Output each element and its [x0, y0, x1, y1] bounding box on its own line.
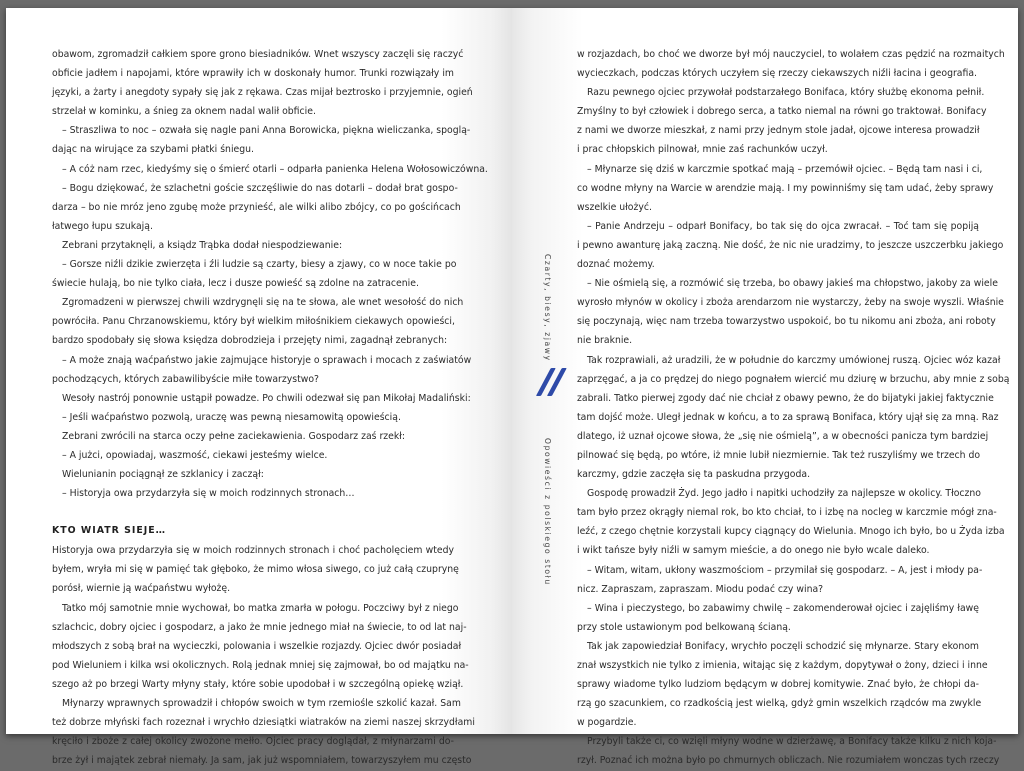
text-line: pochodzących, których zabawilibyście miłe towarzystwo? [52, 373, 319, 385]
running-title-series: Opowieści z polskiego stołu [543, 438, 552, 586]
text-line: – Straszliwa to noc – ozwała się nagle pani Anna Borowicka, piękna wieliczanka, spoglą- [62, 125, 471, 137]
text-line: – Nie ośmielą się, a rozmówić się trzeba, bo obawy jakieś ma chłopstwo, jakoby za wiele [587, 278, 998, 290]
text-line: tam było przez okrągły niemal rok, bo kto chciał, to i izbę na nocleg w karczmie mógł zna- [577, 507, 997, 519]
text-line: darza – bo nie mróz jeno zgubę może przynieść, ale wilki alibo zbójcy, co po gościńcach [52, 201, 461, 213]
text-line: nie braknie. [577, 335, 633, 347]
text-line: szego aż po brzegi Warty młyny stały, które sobie upodobał i w szczególną opiekę wziął. [52, 678, 464, 690]
text-line: – A cóż nam rzec, kiedyśmy się o śmierć otarli – odparła panienka Helena Wołosowiczówna. [62, 163, 488, 175]
text-line: dlatego, iż uznał ojcowe słowa, że „się nie ośmielą”, a w obecności panicza tym bardziej [577, 430, 989, 442]
text-line: łatwego łupu szukają. [52, 220, 153, 232]
text-line: wszelkie ułożyć. [577, 201, 652, 213]
running-title-book: Czarty, biesy, zjawy [543, 254, 552, 362]
text-line: Zmyślny to był człowiek i dobrego serca, a tatko niemal na równi go traktował. Bonifacy [577, 106, 987, 118]
text-line: w pogardzie. [577, 717, 637, 729]
left-page-text [52, 45, 488, 770]
text-line: co wodne młyny na Warcie w arendzie mają. I my powinniśmy się tam udać, żeby sprawy [577, 182, 994, 194]
text-line: świecie hulają, bo nie tylko ciała, lecz i dusze powieść są zdolne na zatracenie. [52, 278, 419, 290]
text-line: byłem, wryła mi się w pamięć tak głęboko, że mimo włosa siwego, co już całą czuprynę [52, 564, 459, 576]
text-line: Tak jak zapowiedział Bonifacy, wrychło poczęli schodzić się młynarze. Stary ekonom [587, 640, 979, 652]
text-line: nicz. Zapraszam, zapraszam. Miodu podać czy wina? [577, 583, 824, 595]
text-line: obawom, zgromadził całkiem spore grono biesiadników. Wnet wszyscy zaczęli się raczyć [52, 49, 464, 60]
right-body-block [577, 45, 1010, 771]
left-top-block [52, 45, 488, 503]
text-line: – A jużci, opowiadaj, waszmość, ciekawi jesteśmy wielce. [62, 449, 328, 461]
text-line: – Witam, witam, ukłony waszmościom – przymilał się gospodarz. – A, jest i młody pa- [587, 564, 983, 576]
text-line: też dobrze młyński fach rozeznał i wrychło dziesiątki wiatraków na ziemi naszej skrzydłami [52, 717, 475, 729]
text-line: i pewno awanturę jaką zaczną. Nie dość, że nic nie uradzimy, to jeszcze uszczerbku jakiego [577, 239, 1004, 251]
text-line: Historyja owa przydarzyła się w moich rodzinnych stronach i choć pacholęciem wtedy [52, 545, 454, 557]
text-line: rzą go szacunkiem, co rzadkością jest wielką, gdyż gmin wszelkich rządców ma zwykle [577, 698, 982, 710]
text-line: się poczynają, więc nam trzeba towarzystwo uspokoić, bo tu nikomu ani zboża, ani roboty [577, 316, 996, 328]
text-line: z nami we dworze mieszkał, z nami przy jednym stole jadał, ojcowe interesa prowadził [577, 125, 980, 137]
text-line: zaprzęgać, a ja co prędzej do niego pognałem wiercić mu dziurę w brzuchu, aby mnie z sobą [577, 373, 1010, 385]
text-line: Młynarzy wprawnych sprowadził i chłopów swoich w tym rzemiośle szkolić kazał. Sam [62, 698, 461, 709]
text-line: w rozjazdach, bo choć we dworze był mój nauczyciel, to wolałem czas pędzić na rozmaitych [577, 49, 1005, 60]
left-page [6, 8, 512, 767]
text-line: – Panie Andrzeju – odparł Bonifacy, bo tak się do ojca zwracał. – Toć tam się popiją [587, 220, 979, 232]
text-line: powróciła. Panu Chrzanowskiemu, który był wielkim miłośnikiem ciekawych opowieści, [52, 316, 455, 328]
text-line: obficie jadłem i napojami, które wprawiły ich w doskonały humor. Trunki rozwiązały im [52, 68, 454, 80]
text-line: – Gorsze niźli dzikie zwierzęta i źli ludzie są czarty, biesy a zjawy, co w noce takie po [62, 259, 457, 271]
text-line: Zgromadzeni w pierwszej chwili wzdrygnęli się na te słowa, ale wnet wesołość do nich [62, 297, 464, 309]
text-line: – Historyja owa przydarzyła się w moich rodzinnych stronach… [62, 488, 355, 500]
text-line: przy stole ustawionym pod belkowaną ścianą. [577, 621, 791, 633]
text-line: – Wina i pieczystego, bo zabawimy chwilę – zakomenderował ojciec i zajęliśmy ławę [587, 602, 979, 614]
chapter-heading: KTO WIATR SIEJE… [52, 525, 167, 537]
text-line: pod Wieluniem i kilka wsi okolicznych. Rolą jednak mniej się zajmował, bo od majątku na- [52, 659, 469, 671]
text-line: leźć, z czego chętnie korzystali kupcy ciągnący do Wielunia. Mnogo ich było, bo u Żyda izba [577, 526, 1005, 538]
text-line: – Jeśli waćpaństwo pozwolą, uraczę was pewną niesamowitą opowieścią. [62, 411, 401, 423]
text-line: Zebrani przytaknęli, a ksiądz Trąbka dodał niespodziewanie: [62, 239, 343, 251]
page-number-text: 11 [536, 362, 538, 363]
text-line: Gospodę prowadził Żyd. Jego jadło i napitki uchodziły za najlepsze w okolicy. Tłoczno [587, 488, 981, 500]
text-line: i wikt tańsze były niźli w samym mieście, a do onego nie było wcale daleko. [577, 545, 930, 557]
text-line: Razu pewnego ojciec przywołał podstarzałego Bonifaca, który służbę ekonoma pełnił. [587, 87, 985, 99]
page-number [536, 362, 576, 402]
text-line: znał wszystkich nie tylko z imienia, witając się z każdym, dopytywał o żony, dzieci i inne [577, 660, 988, 671]
text-line: brze żył i majątek zebrał niemały. Ja sam, jak już wspomniałem, towarzyszyłem mu często [52, 755, 472, 767]
text-line: bardzo spodobały się słowa księdza dobrodzieja i przejęty nimi, zagadnął zebranych: [52, 335, 448, 347]
text-line: tam dojść może. Uległ jednak w końcu, a to za sprawą Bonifaca, który ujął się za mną. Raz [577, 411, 999, 423]
text-line: karczmy, gdzie zaczęła się ta paskudna przygoda. [577, 469, 811, 481]
text-line: szlachcic, dobry ojciec i gospodarz, a jako że mnie jednego miał na świecie, to od lat naj- [52, 621, 467, 633]
text-line: kręciło i zboże z całej okolicy zwożone mełło. Ojciec pracy doglądał, z młynarzami do- [52, 736, 454, 748]
text-line: Zebrani zwrócili na starca oczy pełne zaciekawienia. Gospodarz zaś rzekł: [62, 430, 406, 442]
text-line: Tatko mój samotnie mnie wychował, bo matka zmarła w połogu. Poczciwy był z niego [62, 602, 459, 614]
text-line: doznać możemy. [577, 259, 655, 271]
text-line: wycieczkach, podczas których uczyłem się rzeczy ciekawszych niźli łacina i geografia. [577, 68, 978, 80]
text-line: porósł, wiernie ją waćpaństwu wyłożę. [52, 583, 231, 595]
right-page [512, 8, 1018, 767]
text-line: i prac chłopskich pilnował, mnie zaś rachunków uczył. [577, 144, 828, 156]
text-line: wyrosło młynów w okolicy i zboża arendarzom nie wystarczy, żeby na swoje wyszli. Właśnie [577, 297, 1004, 309]
text-line: języki, a żarty i anegdoty sypały się jak z rękawa. Czas mijał beztrosko i przyjemnie, ogień [52, 87, 473, 99]
text-line: sprawy wiadome tylko ludziom będącym w dobrej komitywie. Znać było, że chłopi da- [577, 679, 979, 691]
left-bottom-block [52, 541, 475, 770]
text-line: dając na wirujące za szybami płatki śniegu. [52, 144, 255, 156]
text-line: młodszych z sobą brał na wycieczki, polowania i wszelkie rozjazdy. Ojciec dwór posiadał [52, 640, 462, 652]
text-line: rzył. Poznać ich można było po chmurnych obliczach. Nie rozumiałem wonczas tych rzeczy [577, 755, 1000, 767]
right-page-text [577, 45, 1010, 771]
book-spread [6, 8, 1018, 767]
text-line: Tak rozprawiali, aż uradzili, że w południe do karczmy umówionej ruszą. Ojciec wóz kazał [587, 354, 1001, 366]
text-line: – Młynarze się dziś w karczmie spotkać mają – przemówił ojciec. – Będą tam nasi i ci, [587, 163, 983, 175]
text-line: – Bogu dziękować, że szlachetni goście szczęśliwie do nas dotarli – dodał brat gospo- [62, 182, 458, 194]
text-line: Wielunianin pociągnął ze szklanicy i zaczął: [62, 469, 264, 481]
text-line: Przybyli także ci, co wzięli młyny wodne w dzierżawę, a Bonifacy także kilku z nich koja- [587, 736, 997, 748]
text-line: Wesoły nastrój ponownie ustąpił powadze. Po chwili odezwał się pan Mikołaj Madaliński: [62, 392, 471, 404]
text-line: strzelał w kominku, a śnieg za oknem nadal walił obficie. [52, 106, 316, 118]
text-line: zabrali. Tatko pierwej zgody dać nie chciał z obawy pewno, że do bijatyki jakiej faktycznie [577, 392, 994, 404]
text-line: pilnować się będą, po wtóre, iż mnie lubił niezmiernie. Tak też ruszyliśmy we trzech do [577, 449, 981, 461]
text-line: – A może znają waćpaństwo jakie zajmujące historyje o sprawach i mocach z zaświatów [62, 354, 472, 366]
